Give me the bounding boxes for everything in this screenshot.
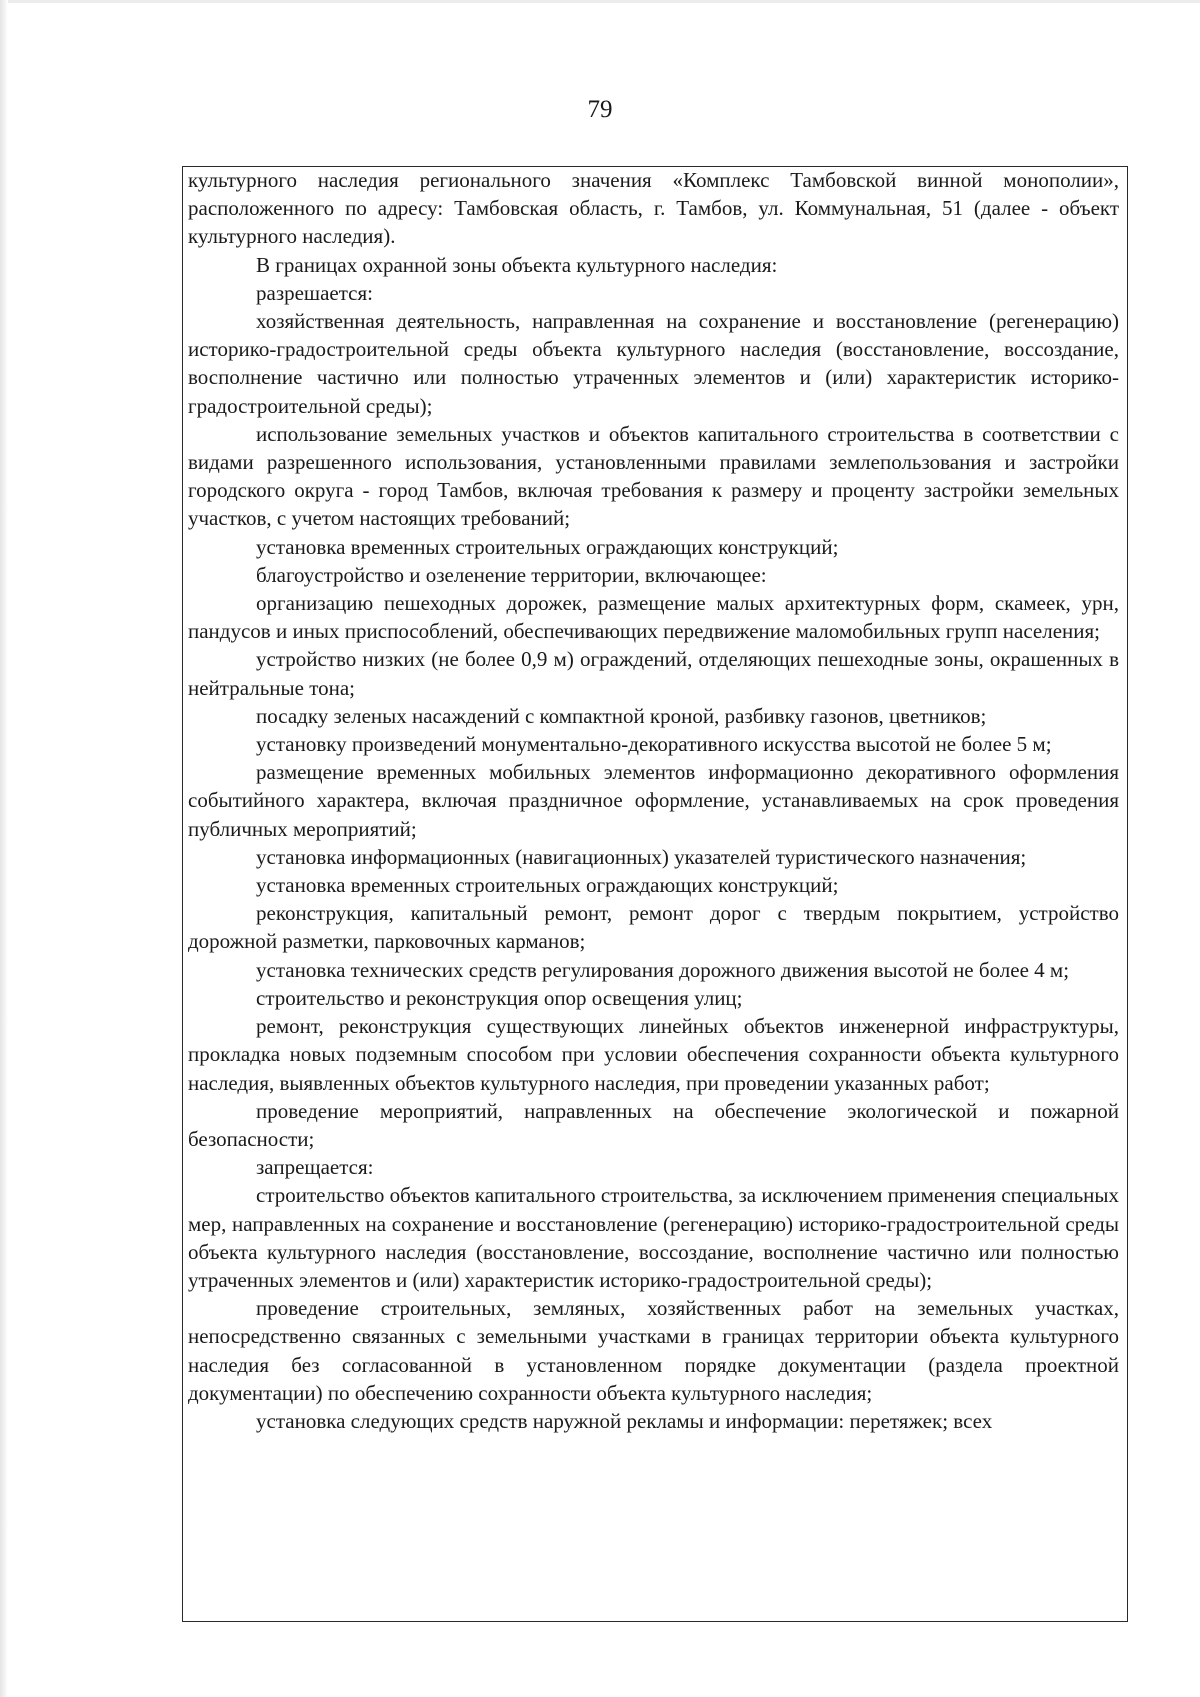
paragraph-allowed-heading: разрешается: <box>256 280 373 305</box>
paragraph-traffic-control: установка технических средств регулирования дорожного движения высотой не более 4 м; <box>256 957 1070 982</box>
paragraph-temporary-fences-2: установка временных строительных ограждающих конструкций; <box>256 873 839 898</box>
paragraph-pedestrian-paths: организацию пешеходных дорожек, размещение малых архитектурных форм, скамеек, урн, пандусов и иных приспособлений, обеспечивающих передвижение маломобильных групп населения; <box>188 591 1119 644</box>
paragraph-economic-activity: хозяйственная деятельность, направленная на сохранение и восстановление (регенерацию) историко-градостроительной среды объекта культурного наследия (восстановление, воссоздание, восполнение частично или полностью утраченных элементов и (или) характеристик историко-градостроительной среды); <box>188 309 1119 418</box>
scan-left-edge <box>0 0 8 1697</box>
paragraph-landscaping: благоустройство и озеленение территории, включающее: <box>256 562 767 587</box>
paragraph-linear-infrastructure: ремонт, реконструкция существующих линейных объектов инженерной инфраструктуры, прокладка новых подземным способом при условии обеспечения сохранности объекта культурного наследия, выявленных объектов культурного наследия, при проведении указанных работ; <box>188 1014 1119 1095</box>
paragraph-land-use: использование земельных участков и объектов капитального строительства в соответствии с видами разрешенного использования, установленными правилами землепользования и застройки городского округа - город Тамбов, включая требования к размеру и проценту застройки земельных участков, с учетом настоящих требований; <box>188 421 1119 531</box>
paragraph-low-fences: устройство низких (не более 0,9 м) ограждений, отделяющих пешеходные зоны, окрашенных в нейтральные тона; <box>188 647 1119 700</box>
paragraph-monumental-art: установку произведений монументально-декоративного искусства высотой не более 5 м; <box>256 732 1052 757</box>
paragraph-road-repair: реконструкция, капитальный ремонт, ремонт дорог с твердым покрытием, устройство дорожной разметки, парковочных карманов; <box>188 901 1119 954</box>
paragraph-mobile-elements: размещение временных мобильных элементов информационно декоративного оформления событийного характера, включая праздничное оформление, устанавливаемых на срок проведения публичных мероприятий; <box>188 760 1119 841</box>
paragraph-tourist-signs: установка информационных (навигационных) указателей туристического назначения; <box>256 844 1027 869</box>
paragraph-earthworks: проведение строительных, земляных, хозяйственных работ на земельных участках, непосредственно связанных с земельными участками в границах территории объекта культурного наследия без согласованной в установленном порядке документации (раздела проектной документации) по обеспечению сохранности объекта культурного наследия; <box>188 1296 1119 1405</box>
paragraph-green-plantings: посадку зеленых насаждений с компактной кроной, разбивку газонов, цветников; <box>256 703 987 728</box>
paragraph-zone-intro: В границах охранной зоны объекта культурного наследия: <box>256 252 778 277</box>
scan-top-edge <box>0 0 1200 3</box>
paragraph-street-lighting: строительство и реконструкция опор освещения улиц; <box>256 985 743 1010</box>
paragraph-safety-measures: проведение мероприятий, направленных на обеспечение экологической и пожарной безопасности; <box>188 1098 1119 1151</box>
paragraph-temporary-fences: установка временных строительных ограждающих конструкций; <box>256 534 839 559</box>
page-number: 79 <box>587 96 613 123</box>
paragraph-capital-construction: строительство объектов капитального строительства, за исключением применения специальных мер, направленных на сохранение и восстановление (регенерацию) историко-градостроительной среды объекта культурного наследия (восстановление, воссоздание, восполнение частично или полностью утраченных элементов и (или) характеристик историко-градостроительной среды); <box>188 1183 1119 1292</box>
text-frame <box>182 166 1128 1622</box>
paragraph-prohibited-heading: запрещается: <box>256 1155 374 1180</box>
paragraph-object-reference: культурного наследия регионального значения «Комплекс Тамбовской винной монополии», расположенного по адресу: Тамбовская область, г. Тамбов, ул. Коммунальная, 51 (далее - объект культурного наследия). <box>188 168 1119 249</box>
paragraph-outdoor-advertising: установка следующих средств наружной рекламы и информации: перетяжек; всех <box>256 1408 993 1433</box>
